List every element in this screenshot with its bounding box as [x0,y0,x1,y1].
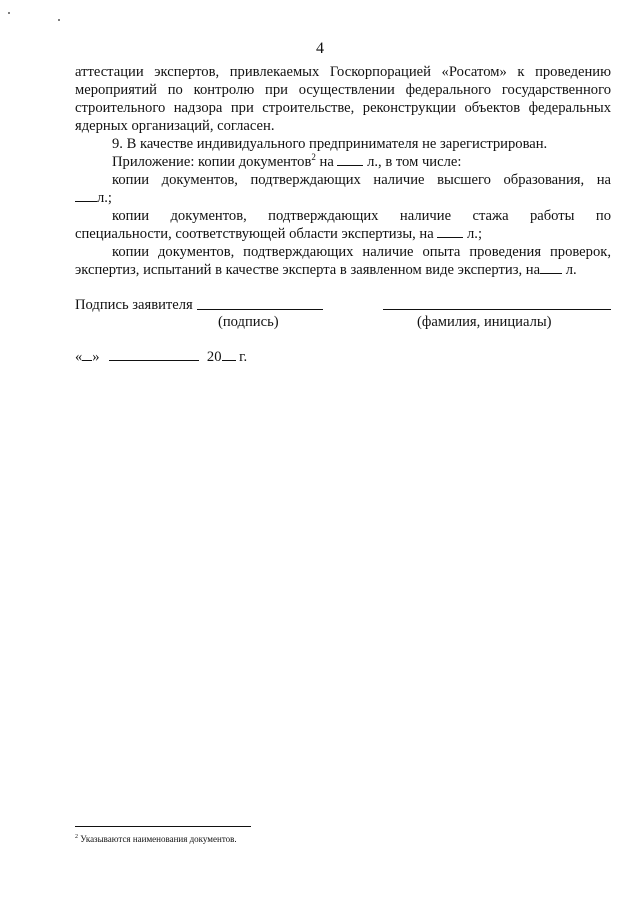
page-number: 4 [316,40,324,57]
text-line: копии документов, подтверждающих наличие высшего образования, на [112,172,611,188]
year-prefix: 20 [206,349,222,365]
text-line: аттестации экспертов, привлекаемых Госкорпорацией «Росатом» к проведению [75,64,611,80]
text-fragment: л.; [463,226,482,242]
education-paragraph [75,171,611,207]
attachment-prefix: Приложение: копии документов [112,154,312,170]
text-line: ядерных организаций, согласен. [75,118,275,134]
text-line: строительного надзора при строительстве, реконструкции объектов федеральных [75,100,611,116]
attachment-middle: на [315,154,338,170]
footnote-text: Указываются наименования документов. [78,834,237,844]
experience-paragraph [75,207,611,243]
name-blank [383,309,611,310]
inspection-paragraph [75,243,611,279]
item-9 [75,135,611,153]
day-blank [82,348,92,361]
year-blank [222,348,236,361]
text-fragment: экспертиз, испытаний в качестве эксперта в заявленном виде экспертиз, на [75,262,541,278]
attachment-suffix: л., в том числе: [363,154,462,170]
footnote-separator [75,826,251,827]
footnote-ref: 2 [311,152,316,163]
date-row [75,348,247,366]
attachment-line [75,153,611,171]
blank-field [437,225,463,238]
signature-label: Подпись заявителя [75,297,193,313]
blank-field [75,189,97,202]
paragraph-continuation [75,63,611,135]
footnote-number: 2 [75,834,78,840]
text-line: мероприятий по контролю при осуществлении федерального государственного [75,82,611,98]
text-fragment: л. [562,262,577,278]
signature-caption: (подпись) [218,314,279,330]
text-line: 9. В качестве индивидуального предпринимателя не зарегистрирован. [112,136,548,152]
text-fragment: специальности, соответствующей области экспертизы, на [75,226,438,242]
scan-speck [58,19,60,21]
footnote [75,833,237,845]
blank-field [337,153,363,166]
year-suffix: г. [235,349,248,365]
text-fragment: л.; [97,190,112,206]
close-quote: » [92,349,100,365]
text-line: копии документов, подтверждающих наличие стажа работы по [112,208,611,224]
scan-speck [8,12,10,14]
signature-blank [197,309,323,310]
blank-field [540,261,562,274]
month-blank [109,348,199,361]
name-caption: (фамилия, инициалы) [417,314,552,330]
text-line: копии документов, подтверждающих наличие опыта проведения проверок, [112,244,611,260]
open-quote: « [75,349,83,365]
